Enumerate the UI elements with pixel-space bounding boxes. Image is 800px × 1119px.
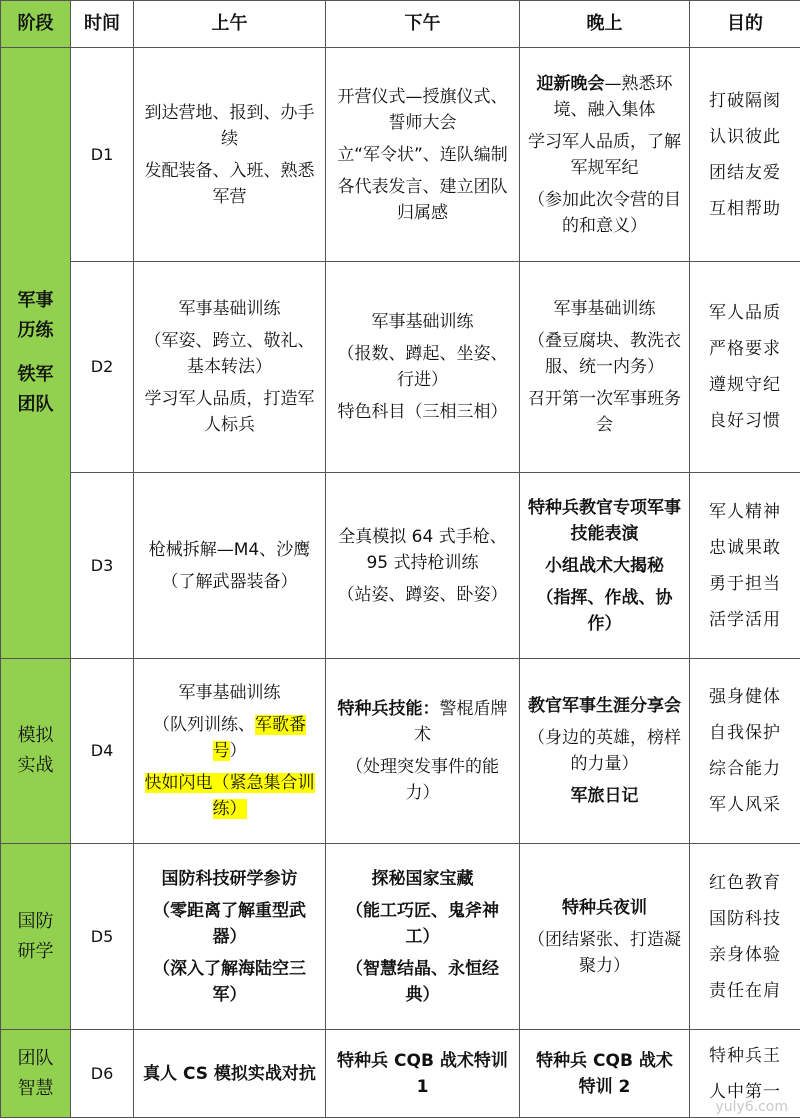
cell-text: 开营仪式—授旗仪式、誓师大会	[337, 86, 508, 133]
cell-text-part: （队列训练、	[153, 715, 255, 735]
cell-text: 军旅日记	[570, 786, 639, 806]
cell-text	[142, 712, 317, 764]
cell-text: 特种兵教官专项军事技能表演	[528, 497, 681, 544]
cell-text: 全真模拟 64 式手枪、95 式持枪训练	[338, 526, 507, 573]
cell-text: 特种兵 CQB 战术特训 2	[536, 1050, 673, 1097]
day-cell: D3	[71, 473, 134, 659]
purpose-line: 军人品质	[709, 303, 781, 323]
cell-text: 军事基础训练	[178, 299, 281, 319]
header-row	[1, 1, 800, 48]
phase-line: 团队	[17, 394, 54, 415]
purpose-cell	[690, 473, 800, 659]
header-evening: 晚上	[520, 1, 690, 48]
purpose-line: 综合能力	[709, 759, 781, 779]
cell-text: （团结紧张、打造凝聚力）	[528, 929, 681, 976]
cell-text: 各代表发言、建立团队归属感	[337, 176, 508, 223]
header-purpose: 目的	[690, 1, 800, 48]
cell-text	[528, 71, 681, 123]
morning-cell	[134, 262, 326, 473]
cell-text: 特色科目（三相三相）	[337, 402, 508, 422]
evening-cell	[520, 659, 690, 844]
cell-text-rest: —熟悉环境、融入集体	[553, 73, 673, 120]
afternoon-cell	[326, 659, 520, 844]
highlighted-text: 军歌番号	[212, 715, 306, 761]
cell-text: 军事基础训练	[371, 312, 474, 332]
day-cell: D5	[71, 844, 134, 1030]
cell-text: （站姿、蹲姿、卧姿）	[337, 584, 508, 605]
evening-cell	[520, 473, 690, 659]
cell-text: 探秘国家宝藏	[371, 868, 474, 889]
purpose-line: 严格要求	[709, 339, 781, 359]
afternoon-cell	[326, 844, 520, 1030]
purpose-line: 特种兵王	[709, 1045, 781, 1066]
phase-line: 军事	[17, 290, 54, 311]
afternoon-cell	[326, 473, 520, 659]
afternoon-cell	[326, 1030, 520, 1118]
header-afternoon: 下午	[326, 1, 520, 48]
phase-line: 智慧	[17, 1077, 54, 1099]
purpose-cell	[690, 262, 800, 473]
purpose-line: 团结友爱	[709, 162, 781, 183]
purpose-line: 忠诚果敢	[709, 537, 781, 558]
phase-line: 国防	[17, 910, 54, 932]
purpose-cell	[690, 48, 800, 262]
purpose-line: 打破隔阂	[709, 90, 781, 111]
cell-text: 特种兵夜训	[562, 897, 647, 918]
cell-text: （参加此次令营的目的和意义）	[528, 189, 681, 236]
cell-text-bold: 特种兵技能：	[337, 699, 440, 719]
evening-cell	[520, 262, 690, 473]
purpose-line: 活学活用	[709, 609, 781, 630]
cell-text: 小组战术大揭秘	[545, 555, 664, 576]
purpose-line: 遵规守纪	[709, 375, 781, 395]
purpose-cell	[690, 844, 800, 1030]
cell-text: 真人 CS 模拟实战对抗	[143, 1063, 316, 1084]
cell-text: （零距离了解重型武器）	[153, 900, 306, 947]
cell-text: 军事基础训练	[178, 683, 281, 703]
purpose-line: 亲身体验	[709, 944, 781, 965]
cell-text: 发配装备、入班、熟悉军营	[144, 160, 315, 207]
purpose-line: 认识彼此	[709, 126, 781, 147]
evening-cell	[520, 48, 690, 262]
morning-cell	[134, 48, 326, 262]
purpose-line: 自我保护	[709, 723, 781, 743]
cell-text: （军姿、跨立、敬礼、基本转法）	[144, 331, 315, 377]
cell-text: （报数、蹲起、坐姿、行进）	[337, 344, 508, 390]
cell-text: 学习军人品质，打造军人标兵	[144, 389, 315, 435]
table-row	[1, 844, 800, 1030]
phase-cell-defense-study	[1, 844, 71, 1030]
cell-text: （了解武器装备）	[161, 571, 298, 592]
cell-text-part: ）	[229, 741, 247, 761]
header-time: 时间	[71, 1, 134, 48]
header-phase: 阶段	[1, 1, 71, 48]
phase-line: 研学	[17, 940, 54, 962]
cell-text: 教官军事生涯分享会	[528, 696, 681, 716]
morning-cell	[134, 1030, 326, 1118]
phase-cell-military	[1, 48, 71, 659]
cell-text: （能工巧匠、鬼斧神工）	[346, 900, 499, 947]
table-row	[1, 473, 800, 659]
cell-text: 召开第一次军事班务会	[528, 389, 681, 435]
phase-cell-team	[1, 1030, 71, 1118]
morning-cell	[134, 659, 326, 844]
purpose-cell	[690, 659, 800, 844]
cell-text	[334, 696, 511, 748]
highlighted-text: 快如闪电（紧急集合训练）	[144, 773, 315, 819]
cell-text: 立“军令状”、连队编制	[337, 144, 508, 165]
cell-text: （智慧结晶、永恒经典）	[346, 958, 499, 1005]
table-row	[1, 48, 800, 262]
cell-text: （指挥、作战、协作）	[536, 587, 673, 634]
purpose-line: 良好习惯	[709, 411, 781, 431]
purpose-line: 军人风采	[709, 795, 781, 815]
purpose-line: 责任在肩	[709, 980, 781, 1001]
phase-line: 模拟	[17, 725, 54, 746]
header-morning: 上午	[134, 1, 326, 48]
morning-cell	[134, 844, 326, 1030]
morning-cell	[134, 473, 326, 659]
purpose-line: 国防科技	[709, 908, 781, 929]
purpose-line: 互相帮助	[709, 198, 781, 219]
purpose-line: 强身健体	[709, 687, 781, 707]
cell-text: 国防科技研学参访	[161, 868, 298, 889]
phase-line: 铁军	[17, 364, 54, 385]
evening-highlight: 迎新晚会	[536, 73, 605, 94]
cell-text: （深入了解海陆空三军）	[153, 958, 306, 1005]
cell-text: 到达营地、报到、办手续	[144, 102, 315, 149]
evening-cell	[520, 844, 690, 1030]
cell-text: 特种兵 CQB 战术特训 1	[337, 1050, 508, 1097]
table-row	[1, 1030, 800, 1118]
phase-line: 团队	[17, 1047, 54, 1069]
cell-text: 军事基础训练	[553, 299, 656, 319]
phase-cell-simulation	[1, 659, 71, 844]
purpose-line: 红色教育	[709, 872, 781, 893]
cell-text: 学习军人品质，了解军规军纪	[528, 131, 681, 178]
cell-text: 枪械拆解—M4、沙鹰	[148, 539, 311, 560]
table-row	[1, 659, 800, 844]
table-row	[1, 262, 800, 473]
day-cell: D6	[71, 1030, 134, 1118]
day-cell: D4	[71, 659, 134, 844]
cell-text: （叠豆腐块、教洗衣服、统一内务）	[528, 331, 681, 377]
cell-text-rest: 警棍盾牌术	[414, 699, 508, 745]
purpose-line: 军人精神	[709, 501, 781, 522]
watermark: yuly6.com	[715, 1099, 788, 1115]
purpose-line: 人中第一	[709, 1081, 781, 1102]
afternoon-cell	[326, 48, 520, 262]
phase-line: 历练	[17, 320, 54, 341]
day-cell: D2	[71, 262, 134, 473]
cell-text: （处理突发事件的能力）	[346, 757, 499, 803]
phase-line: 实战	[17, 755, 54, 776]
afternoon-cell	[326, 262, 520, 473]
day-cell: D1	[71, 48, 134, 262]
cell-text: （身边的英雄，榜样的力量）	[528, 728, 681, 774]
purpose-line: 勇于担当	[709, 573, 781, 594]
evening-cell	[520, 1030, 690, 1118]
